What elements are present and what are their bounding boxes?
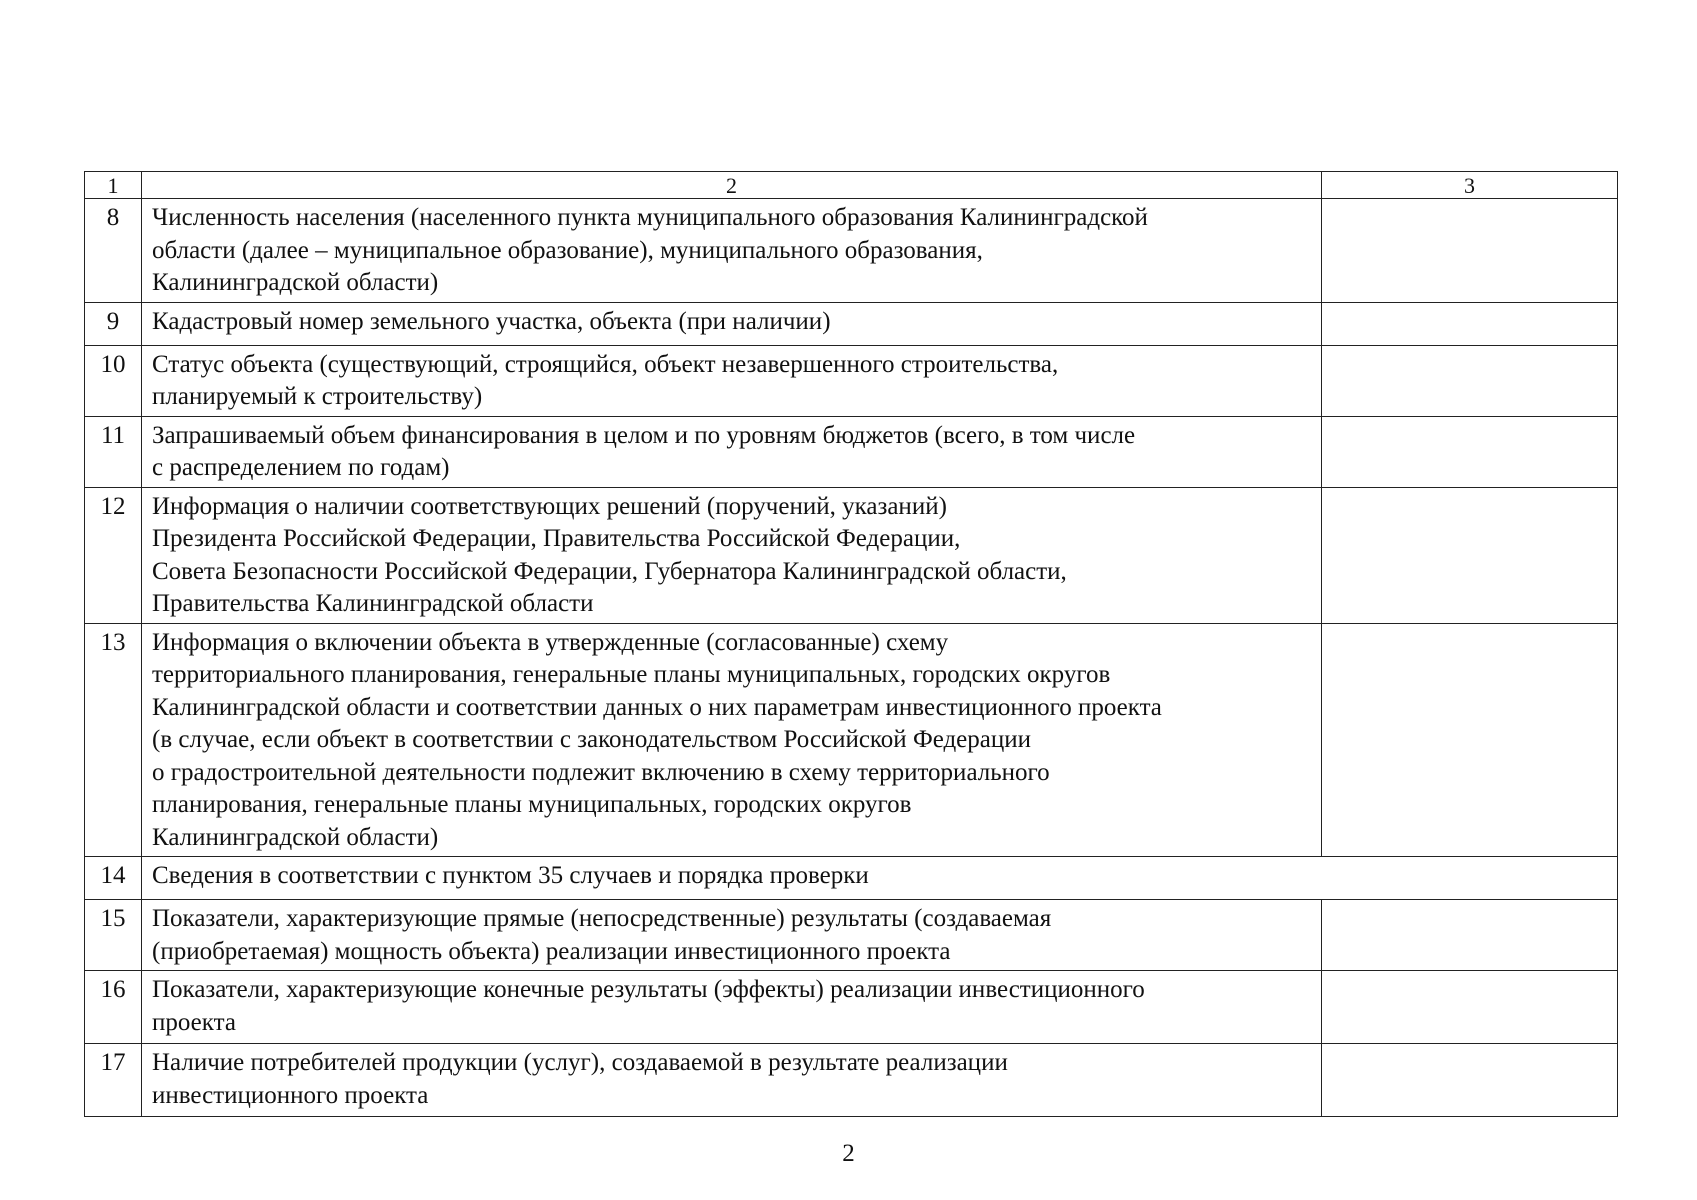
- description-line: проекта: [152, 1008, 236, 1036]
- table-row: [85, 416, 1618, 487]
- description-line: Численность населения (населенного пункта муниципального образования Калининградской: [152, 204, 1148, 231]
- page-number: 2: [842, 1140, 855, 1167]
- description-line: Калининградской области и соответствии данных о них параметрам инвестиционного проекта: [152, 693, 1162, 721]
- description-line: Калининградской области): [152, 823, 439, 851]
- row-number-cell: 12: [85, 487, 142, 623]
- row-value-cell: [1322, 487, 1618, 623]
- description-line: Сведения в соответствии с пунктом 35 случаев и порядка проверки: [152, 862, 869, 889]
- row-description-cell: [142, 487, 1322, 623]
- row-number-cell: 16: [85, 971, 142, 1044]
- row-description-cell: [142, 416, 1322, 487]
- description-line: (в случае, если объект в соответствии с законодательством Российской Федерации: [152, 726, 1032, 753]
- table-row: [85, 623, 1618, 857]
- description-line: Информация о включении объекта в утвержденные (согласованные) схему: [152, 628, 949, 656]
- row-value-cell: [1322, 900, 1618, 971]
- description-line: Президента Российской Федерации, Правительства Российской Федерации,: [152, 525, 961, 552]
- row-description-cell: [142, 857, 1618, 900]
- table-row: [85, 900, 1618, 971]
- document-table: [84, 171, 1618, 1117]
- header-cell-col1: 1: [85, 172, 142, 199]
- row-description-cell: [142, 1044, 1322, 1117]
- header-cell-col3: 3: [1322, 172, 1618, 199]
- row-value-cell: [1322, 199, 1618, 303]
- table-row: [85, 487, 1618, 623]
- description-line: Правительства Калининградской области: [152, 590, 594, 617]
- row-description-cell: [142, 199, 1322, 303]
- table-row: [85, 345, 1618, 416]
- table-row: [85, 199, 1618, 303]
- row-number-cell: 11: [85, 416, 142, 487]
- row-number-cell: 15: [85, 900, 142, 971]
- description-line: территориального планирования, генеральные планы муниципальных, городских округов: [152, 661, 1111, 688]
- description-line: Статус объекта (существующий, строящийся, объект незавершенного строительства,: [152, 350, 1059, 378]
- description-line: Кадастровый номер земельного участка, объекта (при наличии): [152, 307, 831, 335]
- row-number-cell: 17: [85, 1044, 142, 1117]
- description-line: планируемый к строительству): [152, 383, 483, 410]
- description-line: Информация о наличии соответствующих решений (поручений, указаний): [152, 492, 947, 520]
- table-row: [85, 971, 1618, 1044]
- table-row: [85, 1044, 1618, 1117]
- row-number-cell: 13: [85, 623, 142, 857]
- row-description-cell: [142, 623, 1322, 857]
- row-description-cell: [142, 900, 1322, 971]
- description-line: Калининградской области): [152, 269, 439, 296]
- row-number-cell: 14: [85, 857, 142, 900]
- description-line: Показатели, характеризующие прямые (непосредственные) результаты (создаваемая: [152, 905, 1052, 932]
- row-number-cell: 9: [85, 302, 142, 345]
- table-row: [85, 857, 1618, 900]
- description-line: Запрашиваемый объем финансирования в целом и по уровням бюджетов (всего, в том числе: [152, 421, 1136, 449]
- description-line: Совета Безопасности Российской Федерации, Губернатора Калининградской области,: [152, 557, 1067, 585]
- description-line: (приобретаемая) мощность объекта) реализации инвестиционного проекта: [152, 937, 951, 965]
- description-line: инвестиционного проекта: [152, 1081, 429, 1109]
- row-description-cell: [142, 971, 1322, 1044]
- row-description-cell: [142, 302, 1322, 345]
- header-cell-col2: 2: [142, 172, 1322, 199]
- description-line: области (далее – муниципальное образование), муниципального образования,: [152, 236, 983, 264]
- row-value-cell: [1322, 302, 1618, 345]
- row-value-cell: [1322, 1044, 1618, 1117]
- row-value-cell: [1322, 345, 1618, 416]
- row-number-cell: 10: [85, 345, 142, 416]
- table-header-row: [85, 172, 1618, 199]
- row-description-cell: [142, 345, 1322, 416]
- row-value-cell: [1322, 971, 1618, 1044]
- table-row: [85, 302, 1618, 345]
- description-line: планирования, генеральные планы муниципальных, городских округов: [152, 791, 912, 818]
- row-value-cell: [1322, 623, 1618, 857]
- description-line: о градостроительной деятельности подлежит включению в схему территориального: [152, 758, 1050, 786]
- description-line: Показатели, характеризующие конечные результаты (эффекты) реализации инвестиционного: [152, 976, 1145, 1003]
- description-line: с распределением по годам): [152, 454, 450, 481]
- row-value-cell: [1322, 416, 1618, 487]
- description-line: Наличие потребителей продукции (услуг), создаваемой в результате реализации: [152, 1049, 1008, 1076]
- row-number-cell: 8: [85, 199, 142, 303]
